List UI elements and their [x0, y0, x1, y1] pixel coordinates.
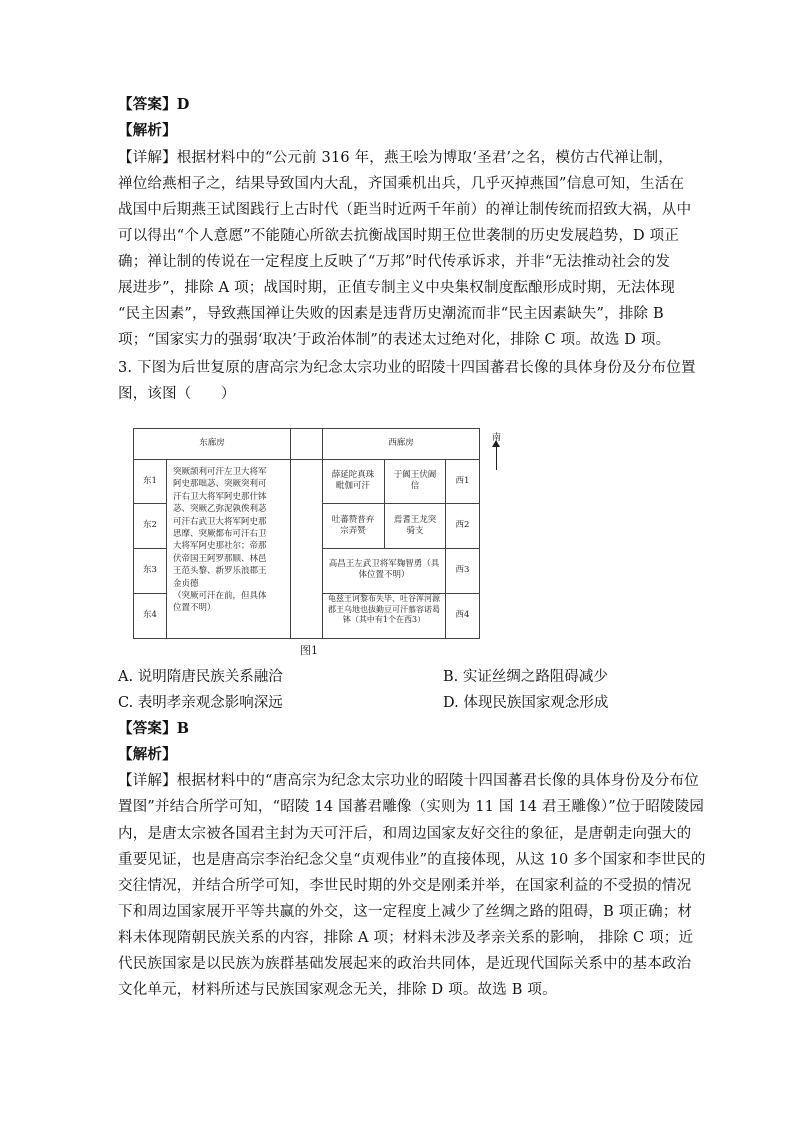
option-d: D. 体现民族国家观念形成: [443, 695, 609, 711]
corridor-top: [290, 428, 323, 460]
arrow-shaft: [496, 444, 497, 470]
analysis-text-line: 【详解】根据材料中的“唐高宗为纪念太宗功业的昭陵十四国蕃君长像的具体身份及分布位: [118, 773, 699, 789]
east-text-line: 可汗右武卫大将军阿史那: [173, 516, 267, 527]
analysis-text-line: 展进步”，排除 A 项；战国时期，正值专制主义中央集权制度酝酿形成时期，无法体现: [118, 280, 676, 296]
analysis-text-line: “民主因素”，导致燕国禅让失败的因素是违背历史潮流而非“民主因素缺失”，排除 B: [118, 306, 664, 322]
east-label: 东2: [143, 520, 157, 530]
analysis-text-line: 【详解】根据材料中的“公元前 316 年，燕王哙为博取‘圣君’之名，模仿古代禅让制，: [118, 150, 673, 166]
analysis-text-line: 重要见证，也是唐高宗李治纪念父皇“贞观伟业”的直接体现，从这 10 多个国家和李世民的: [118, 852, 706, 868]
direction-label: 南: [492, 433, 502, 443]
question-stem: 图，该图（ ）: [118, 386, 236, 402]
east-text-line: 王范头黎、新罗乐浪郡王: [173, 566, 267, 577]
analysis-heading: 【解析】: [118, 122, 177, 139]
question-stem: 3. 下图为后世复原的唐高宗为纪念太宗功业的昭陵十四国蕃君长像的具体身份及分布位置: [118, 360, 696, 376]
analysis-text-line: 置图”并结合所学可知，“昭陵 14 国蕃君雕像（实则为 11 国 14 君王雕像）”位于昭陵陵园: [118, 799, 705, 815]
analysis-text-line: 可以得出“个人意愿”不能随心所欲去抗衡战国时期王位世袭制的历史发展趋势，D 项正: [118, 228, 680, 244]
analysis-text-line: 项；“国家实力的强弱‘取决’于政治体制”的表述太过绝对化，排除 C 项。故选 D 项。: [118, 332, 671, 348]
analysis-text-line: 禅位给燕相子之，结果导致国内大乱，齐国乘机出兵，几乎灭掉燕国”信息可知，生活在: [118, 176, 685, 192]
west-2a-text: 吐蕃赞普弃宗弄赞: [331, 515, 375, 536]
west-label: 西4: [455, 610, 470, 620]
east-text-line: 金贞德: [173, 578, 199, 589]
east-label: 东3: [143, 565, 157, 575]
option-c: C. 表明孝亲观念影响深远: [118, 695, 283, 711]
east-text-line: 位置不明）: [173, 603, 216, 614]
analysis-text-line: 交往情况，并结合所学可知，李世民时期的外交是刚柔并举，在国家利益的不受损的情况: [118, 878, 692, 894]
analysis-text-line: 下和周边国家展开平等共赢的外交，这一定程度上减少了丝绸之路的阻碍，B 项正确；材: [118, 904, 693, 920]
analysis-text-line: 文化单元，材料所述与民族国家观念无关，排除 D 项。故选 B 项。: [118, 982, 557, 998]
east-text-line: 苾、突厥乙弥泥孰俟利苾: [173, 504, 267, 515]
west-4-text: 龟兹王诃黎布失毕、吐谷浑河源郡王乌地也拔勤豆可汗慕容诺曷钵（其中有1个在西3）: [328, 594, 440, 624]
corridor-body: [290, 459, 323, 639]
option-a: A. 说明隋唐民族关系融洽: [118, 669, 283, 685]
east-text-line: 伏帝国王阿罗那顺、林邑: [173, 553, 267, 564]
east-text-line: 大将军阿史那社尔；帝那: [173, 541, 267, 552]
west-2b-text: 焉耆王龙突骑支: [393, 515, 437, 536]
east-text-line: 汗右卫大将军阿史那什钵: [173, 491, 267, 502]
analysis-text-line: 战国中后期燕王试图践行上古时代（距当时近两千年前）的禅让制传统而招致大祸，从中: [118, 202, 692, 218]
answer-line: 【答案】B: [118, 720, 190, 737]
west-label: 西1: [455, 476, 470, 486]
east-text-line: （突厥可汗在前，但具体: [173, 591, 267, 601]
tomb-layout-figure: [133, 428, 481, 640]
west-header: 西廊房: [388, 438, 414, 448]
east-text-line: 突厥颉利可汗左卫大将军: [173, 467, 267, 477]
west-3-text: 高昌王左武卫将军麹智勇（具体位置不明）: [328, 559, 440, 580]
east-text-line: 阿史那咄苾、突厥突利可: [173, 479, 267, 490]
east-label: 东4: [143, 610, 157, 620]
east-text-line: 思摩、突厥都布可汗右卫: [173, 529, 267, 539]
figure-caption: 图1: [300, 644, 318, 657]
analysis-text-line: 内，是唐太宗被各国君主封为天可汗后，和周边国家友好交往的象征，是唐朝走向强大的: [118, 826, 692, 842]
west-label: 西2: [455, 520, 470, 530]
analysis-heading: 【解析】: [118, 746, 177, 763]
east-header: 东廊房: [199, 438, 225, 448]
west-1b-text: 于阗王伏阇信: [393, 470, 437, 491]
analysis-text-line: 代民族国家是以民族为族群基础发展起来的政治共同体，是近现代国际关系中的基本政治: [118, 956, 692, 972]
analysis-text-line: 料未体现隋朝民族关系的内容，排除 A 项；材料未涉及孝亲关系的影响， 排除 C 项；近: [118, 930, 694, 946]
option-b: B. 实证丝绸之路阻碍减少: [443, 669, 608, 685]
analysis-text-line: 确；禅让制的传说在一定程度上反映了“万邦”时代传承诉求，并非“无法推动社会的发: [118, 254, 671, 270]
west-label: 西3: [455, 565, 470, 575]
west-1a-text: 薛延陀真珠毗伽可汗: [331, 470, 375, 491]
answer-line: 【答案】D: [118, 96, 190, 113]
east-label: 东1: [143, 476, 157, 486]
